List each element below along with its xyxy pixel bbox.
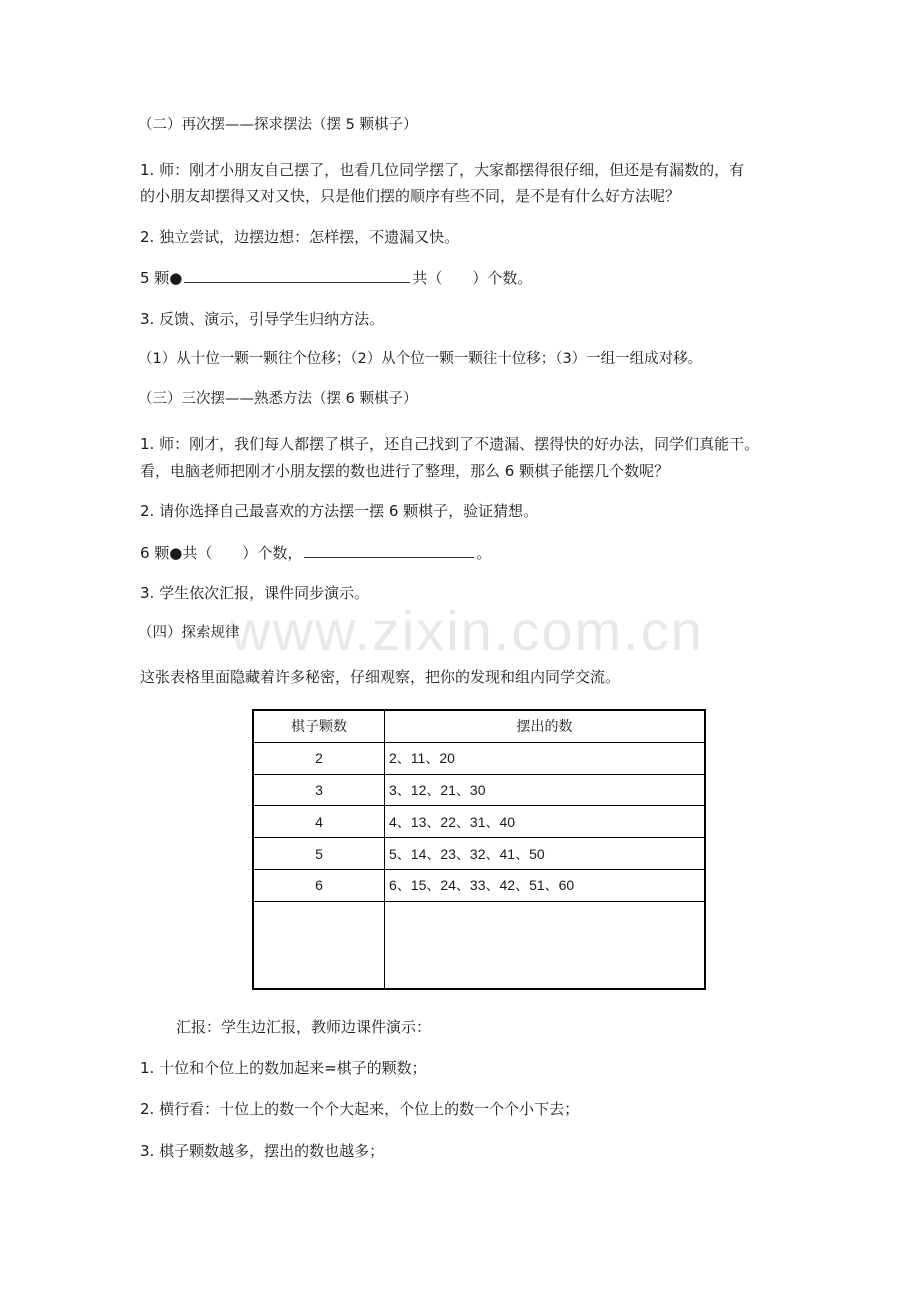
fill-prefix: 6 颗●共（ ）个数， [140, 544, 303, 562]
watermark: www.zixin.com.cn [230, 599, 704, 662]
section3-p3: 3. 学生依次汇报，课件同步演示。 [140, 584, 370, 602]
table-row-empty [253, 901, 705, 989]
table-cell-count: 3 [253, 774, 385, 806]
report-item-2: 2. 横行看：十位上的数一个个大起来，个位上的数一个个小下去； [140, 1100, 580, 1118]
section2-methods: （1）从十位一颗一颗往个位移；（2）从个位一颗一颗往十位移；（3）一组一组成对移。 [138, 351, 703, 367]
section2-p3: 3. 反馈、演示，引导学生归纳方法。 [140, 310, 385, 328]
table-cell-count: 4 [253, 806, 385, 838]
table-row [253, 806, 705, 838]
table-row [253, 869, 705, 901]
table-header-count: 棋子颗数 [253, 710, 385, 742]
table-cell-numbers: 6、15、24、33、42、51、60 [385, 869, 706, 901]
fill-blank[interactable] [304, 543, 474, 558]
fill-suffix: 。 [476, 544, 492, 562]
table-header-numbers: 摆出的数 [385, 710, 706, 742]
section2-p2: 2. 独立尝试，边摆边想：怎样摆，不遗漏又快。 [140, 228, 460, 246]
table-header-row [253, 710, 705, 742]
table-cell-count: 5 [253, 838, 385, 870]
chess-count-table [252, 709, 706, 990]
section2-p1-line1: 1. 师：刚才小朋友自己摆了，也看几位同学摆了，大家都摆得很仔细，但还是有漏数的，有 [140, 161, 745, 179]
fill-blank[interactable] [184, 268, 410, 283]
fill-suffix: 共（ ）个数。 [412, 269, 533, 287]
section2-fill-line [140, 265, 532, 291]
section4-intro: 这张表格里面隐藏着许多秘密，仔细观察，把你的发现和组内同学交流。 [140, 668, 621, 686]
table-cell-count [253, 901, 385, 989]
section2-title: （二）再次摆——探求摆法（摆 5 颗棋子） [138, 117, 418, 133]
section3-p1-line1: 1. 师：刚才，我们每人都摆了棋子，还自己找到了不遗漏、摆得快的好办法，同学们真能干。 [140, 435, 760, 453]
table-row [253, 742, 705, 774]
table-cell-numbers: 5、14、23、32、41、50 [385, 838, 706, 870]
report-intro: 汇报：学生边汇报，教师边课件演示： [176, 1018, 432, 1036]
table-cell-count: 2 [253, 742, 385, 774]
section4-title: （四）探索规律 [138, 625, 240, 641]
table-row [253, 838, 705, 870]
table-row [253, 774, 705, 806]
section3-fill-line [140, 540, 491, 566]
section3-title: （三）三次摆——熟悉方法（摆 6 颗棋子） [138, 391, 418, 407]
table-cell-count: 6 [253, 869, 385, 901]
section3-p1-line2: 看，电脑老师把刚才小朋友摆的数也进行了整理，那么 6 颗棋子能摆几个数呢？ [140, 462, 670, 480]
table-cell-numbers: 4、13、22、31、40 [385, 806, 706, 838]
section3-p2: 2. 请你选择自己最喜欢的方法摆一摆 6 颗棋子，验证猜想。 [140, 502, 539, 520]
section2-p1-line2: 的小朋友却摆得又对又快，只是他们摆的顺序有些不同，是不是有什么好方法呢？ [140, 187, 681, 205]
table-cell-numbers: 3、12、21、30 [385, 774, 706, 806]
report-item-3: 3. 棋子颗数越多，摆出的数也越多； [140, 1142, 385, 1160]
report-item-1: 1. 十位和个位上的数加起来=棋子的颗数； [140, 1059, 427, 1077]
fill-prefix: 5 颗● [140, 269, 183, 287]
table-cell-numbers [385, 901, 706, 989]
table-cell-numbers: 2、11、20 [385, 742, 706, 774]
